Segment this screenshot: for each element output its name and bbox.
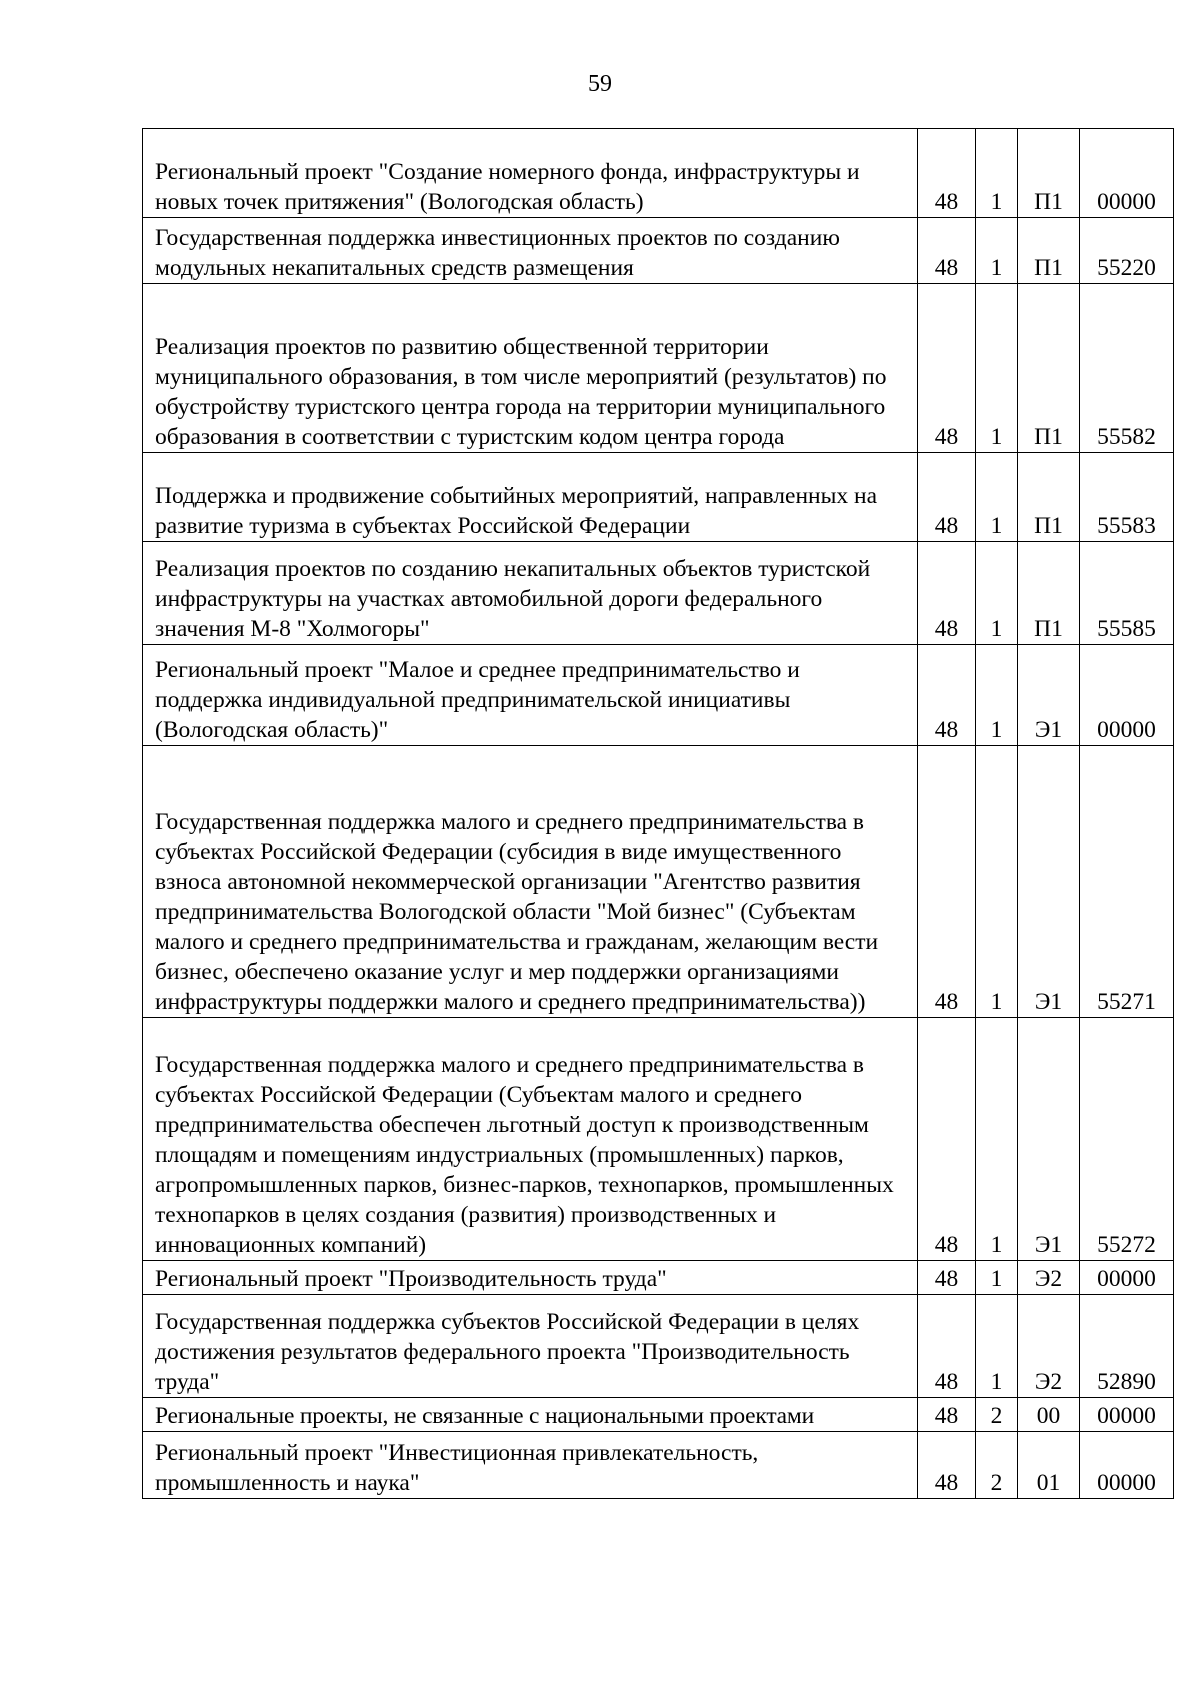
row-name: Региональный проект "Производительность труда" [143,1261,918,1295]
program-code: 48 [918,645,976,746]
expense-direction-code: 00000 [1080,1261,1174,1295]
program-code: 48 [918,746,976,1018]
subprogram-code: 1 [976,1261,1018,1295]
structural-element-code: П1 [1018,218,1080,284]
row-name: Реализация проектов по развитию общественной территории муниципального образования, в том числе мероприятий (результатов) по обустройству туристского центра города на территории муниципального образования в соответствии с туристским кодом центра города [143,284,918,453]
row-name: Государственная поддержка малого и среднего предпринимательства в субъектах Российской Федерации (субсидия в виде имущественного взноса автономной некоммерческой организации "Агентство развития предпринимательства Вологодской области "Мой бизнес" (Субъектам малого и среднего предпринимательства и гражданам, желающим вести бизнес, обеспечено оказание услуг и мер поддержки организациями инфраструктуры поддержки малого и среднего предпринимательства)) [143,746,918,1018]
program-code: 48 [918,129,976,218]
table-row [143,1398,1174,1432]
subprogram-code: 1 [976,129,1018,218]
expense-direction-code: 55585 [1080,542,1174,645]
expense-direction-code: 55582 [1080,284,1174,453]
expense-direction-code: 55271 [1080,746,1174,1018]
structural-element-code: Э2 [1018,1295,1080,1398]
program-code: 48 [918,1018,976,1261]
subprogram-code: 1 [976,542,1018,645]
program-code: 48 [918,1432,976,1499]
table-row [143,284,1174,453]
expense-direction-code: 52890 [1080,1295,1174,1398]
subprogram-code: 1 [976,218,1018,284]
table-row [143,645,1174,746]
program-code: 48 [918,218,976,284]
structural-element-code: П1 [1018,284,1080,453]
subprogram-code: 1 [976,1295,1018,1398]
row-name: Государственная поддержка малого и среднего предпринимательства в субъектах Российской Федерации (Субъектам малого и среднего предпринимательства обеспечен льготный доступ к производственным площадям и помещениям индустриальных (промышленных) парков, агропромышленных парков, бизнес-парков, технопарков, промышленных технопарков в целях создания (развития) производственных и инновационных компаний) [143,1018,918,1261]
expense-direction-code: 00000 [1080,645,1174,746]
expense-direction-code: 55272 [1080,1018,1174,1261]
structural-element-code: П1 [1018,129,1080,218]
structural-element-code: П1 [1018,453,1080,542]
expense-direction-code: 00000 [1080,1432,1174,1499]
page-number: 59 [588,71,612,97]
subprogram-code: 1 [976,746,1018,1018]
table-row [143,1295,1174,1398]
expense-direction-code: 00000 [1080,129,1174,218]
expense-direction-code: 55583 [1080,453,1174,542]
table-row [143,542,1174,645]
row-name: Государственная поддержка инвестиционных проектов по созданию модульных некапитальных средств размещения [143,218,918,284]
budget-classification-table [142,128,1174,1499]
program-code: 48 [918,1261,976,1295]
subprogram-code: 1 [976,453,1018,542]
program-code: 48 [918,1398,976,1432]
structural-element-code: 01 [1018,1432,1080,1499]
table-row [143,129,1174,218]
structural-element-code: Э1 [1018,1018,1080,1261]
expense-direction-code: 00000 [1080,1398,1174,1432]
row-name: Региональный проект "Малое и среднее предпринимательство и поддержка индивидуальной предпринимательской инициативы (Вологодская область)" [143,645,918,746]
structural-element-code: Э1 [1018,645,1080,746]
program-code: 48 [918,284,976,453]
expense-direction-code: 55220 [1080,218,1174,284]
row-name: Поддержка и продвижение событийных мероприятий, направленных на развитие туризма в субъектах Российской Федерации [143,453,918,542]
table-row [143,453,1174,542]
table-row [143,746,1174,1018]
structural-element-code: Э1 [1018,746,1080,1018]
row-name: Государственная поддержка субъектов Российской Федерации в целях достижения результатов федерального проекта "Производительность труда" [143,1295,918,1398]
table-row [143,1261,1174,1295]
subprogram-code: 1 [976,645,1018,746]
row-name: Региональные проекты, не связанные с национальными проектами [143,1398,918,1432]
subprogram-code: 2 [976,1398,1018,1432]
table-row [143,1018,1174,1261]
program-code: 48 [918,542,976,645]
subprogram-code: 2 [976,1432,1018,1499]
structural-element-code: П1 [1018,542,1080,645]
structural-element-code: 00 [1018,1398,1080,1432]
row-name: Реализация проектов по созданию некапитальных объектов туристской инфраструктуры на участках автомобильной дороги федерального значения М-8 "Холмогоры" [143,542,918,645]
row-name: Региональный проект "Создание номерного фонда, инфраструктуры и новых точек притяжения" (Вологодская область) [143,129,918,218]
table-row [143,1432,1174,1499]
table-row [143,218,1174,284]
subprogram-code: 1 [976,284,1018,453]
structural-element-code: Э2 [1018,1261,1080,1295]
program-code: 48 [918,1295,976,1398]
program-code: 48 [918,453,976,542]
subprogram-code: 1 [976,1018,1018,1261]
row-name: Региональный проект "Инвестиционная привлекательность, промышленность и наука" [143,1432,918,1499]
